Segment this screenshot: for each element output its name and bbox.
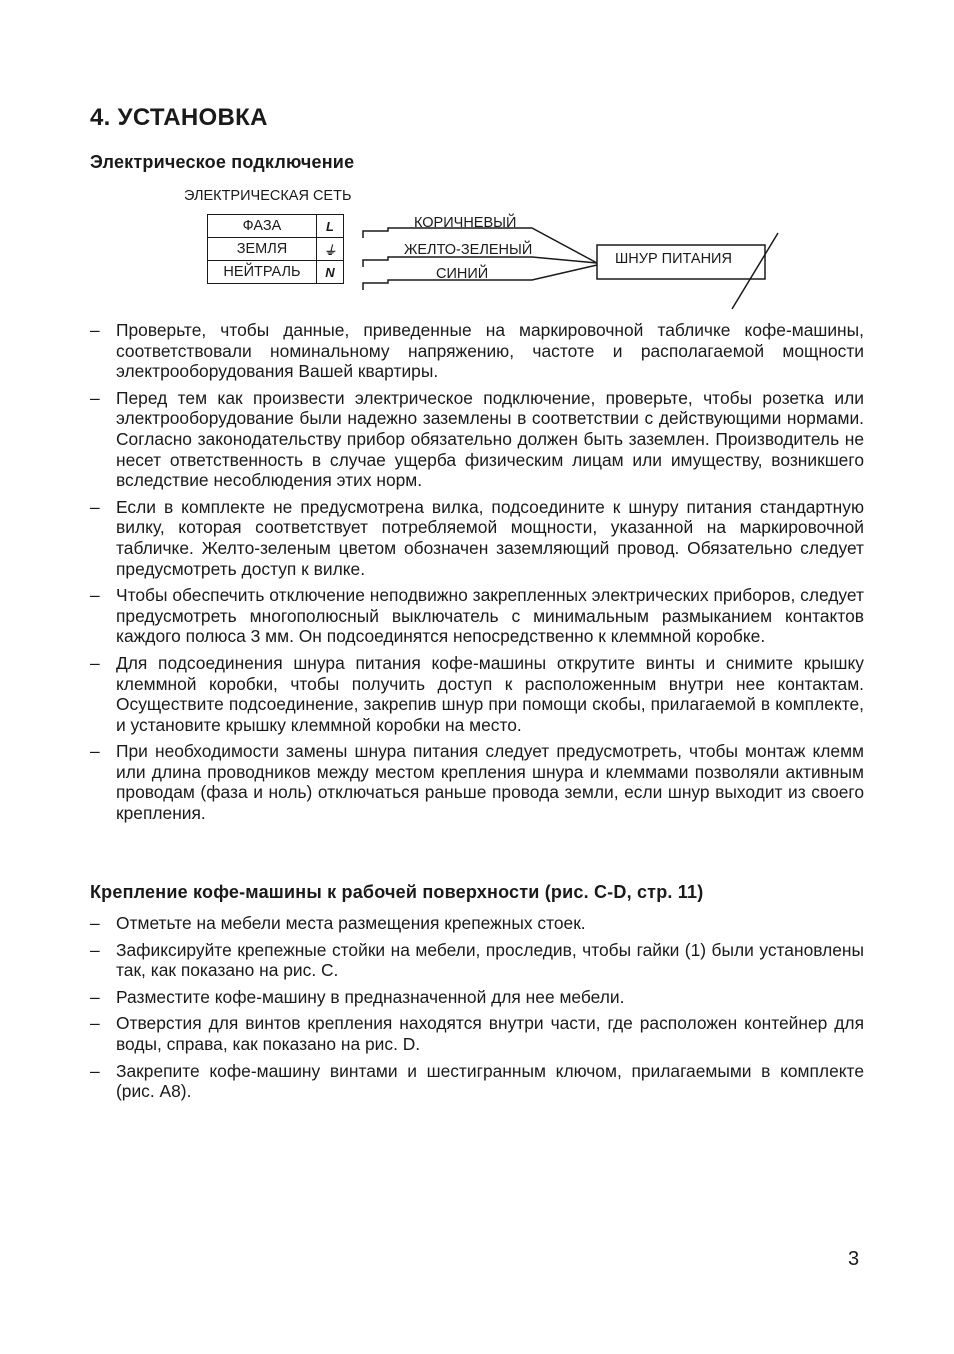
list-item (90, 987, 864, 1008)
list-item (90, 913, 864, 934)
list-item-text: Отверстия для винтов крепления находятся внутри части, где расположен контейнер для воды, справа, как показано на рис. D. (116, 1013, 864, 1054)
list-item-text: Если в комплекте не предусмотрена вилка, подсоедините к шнуру питания стандартную вилку, которая соответствует потребляемой мощности, указанной на маркировочной табличке. Желто-зеленым цветом обозначен заземляющий провод. Обязательно следует предусмотреть доступ к вилке. (116, 496, 864, 579)
bullet-dash: – (90, 320, 100, 340)
earth-label: ЗЕМЛЯ (208, 238, 317, 261)
list-item (90, 388, 864, 491)
phase-label: ФАЗА (208, 215, 317, 238)
wire-blue-line (394, 265, 597, 280)
page-number: 3 (848, 1248, 860, 1270)
bullet-dash: – (90, 741, 100, 762)
bullet-dash: – (90, 387, 100, 408)
list-item (90, 585, 864, 647)
bullet-dash: – (90, 913, 100, 933)
bullet-dash: – (90, 986, 100, 1007)
list-item (90, 1061, 864, 1102)
wire-blue-label: СИНИЙ (436, 266, 489, 282)
hook-blue (363, 280, 394, 290)
neutral-label: НЕЙТРАЛЬ (208, 261, 317, 284)
hook-yellow-green (363, 257, 394, 267)
list-item-text: Зафиксируйте крепежные стойки на мебели, проследив, чтобы гайки (1) были установлены так, как показано на рис. C. (116, 939, 864, 981)
mains-row-neutral (208, 261, 344, 284)
bullet-dash: – (90, 585, 100, 606)
list-item-text: Отметьте на мебели места размещения крепежных стоек. (116, 913, 586, 933)
list-item (90, 320, 864, 382)
list-item-text: Перед тем как произвести электрическое подключение, проверьте, чтобы розетка или электрооборудование были надежно заземлены в соответствии с действующими нормами. Согласно законодательству прибор обязательно должен быть заземлен. Производитель не несет ответственность в случае ущерба физическим лицам или имуществу, возникшего вследствие несоблюдения этих норм. (116, 387, 864, 491)
mains-table (207, 214, 344, 284)
bullet-dash: – (90, 939, 100, 960)
earth-icon: ⏚ (317, 238, 344, 261)
list-item (90, 940, 864, 981)
network-label: ЭЛЕКТРИЧЕСКАЯ СЕТЬ (184, 188, 352, 204)
electrical-connection-heading: Электрическое подключение (90, 152, 355, 172)
page-title: 4. УСТАНОВКА (90, 104, 268, 131)
mains-row-phase (208, 215, 344, 238)
bullet-dash: – (90, 496, 100, 517)
mounting-instructions-list (90, 913, 864, 1108)
mains-row-earth (208, 238, 344, 261)
bullet-dash: – (90, 1013, 100, 1034)
bullet-dash: – (90, 1060, 100, 1081)
list-item-text: Для подсоединения шнура питания кофе-машины открутите винты и снимите крышку клеммной коробки, чтобы получить доступ к расположенным внутри нее контактам. Осуществите подсоединение, закрепив шнур при помощи скобы, прилагаемой в комплекте, и установите крышку клеммной коробки на место. (116, 652, 864, 735)
list-item (90, 741, 864, 823)
mounting-heading: Крепление кофе-машины к рабочей поверхности (рис. C-D, стр. 11) (90, 882, 704, 902)
neutral-symbol: N (317, 261, 344, 284)
electrical-instructions-list (90, 320, 864, 830)
wire-brown-label: КОРИЧНЕВЫЙ (414, 215, 517, 231)
phase-symbol: L (317, 215, 344, 238)
wire-yellow-green-label: ЖЕЛТО-ЗЕЛЕНЫЙ (404, 242, 533, 258)
list-item (90, 497, 864, 579)
list-item (90, 653, 864, 735)
power-cord-label: ШНУР ПИТАНИЯ (615, 251, 732, 267)
hook-brown (363, 228, 394, 238)
wiring-diagram (180, 186, 790, 314)
list-item-text: При необходимости замены шнура питания следует предусмотреть, чтобы монтаж клемм или длина проводников между местом крепления шнура и клеммами позволяли активным проводам (фаза и ноль) отключаться раньше провода земли, если шнур выходит из своего крепления. (116, 741, 864, 824)
list-item-text: Закрепите кофе-машину винтами и шестигранным ключом, прилагаемыми в комплекте (рис. A8). (116, 1060, 864, 1102)
bullet-dash: – (90, 652, 100, 673)
list-item-text: Проверьте, чтобы данные, приведенные на маркировочной табличке кофе-машины, соответствовали номинальному напряжению, частоте и располагаемой мощности электрооборудования Вашей квартиры. (116, 320, 864, 382)
list-item (90, 1013, 864, 1054)
list-item-text: Разместите кофе-машину в предназначенной для нее мебели. (116, 986, 625, 1007)
list-item-text: Чтобы обеспечить отключение неподвижно закрепленных электрических приборов, следует предусмотреть многополюсный выключатель с минимальным размыканием контактов каждого полюса 3 мм. Он подсоединятся непосредственно к клеммной коробке. (116, 585, 864, 647)
